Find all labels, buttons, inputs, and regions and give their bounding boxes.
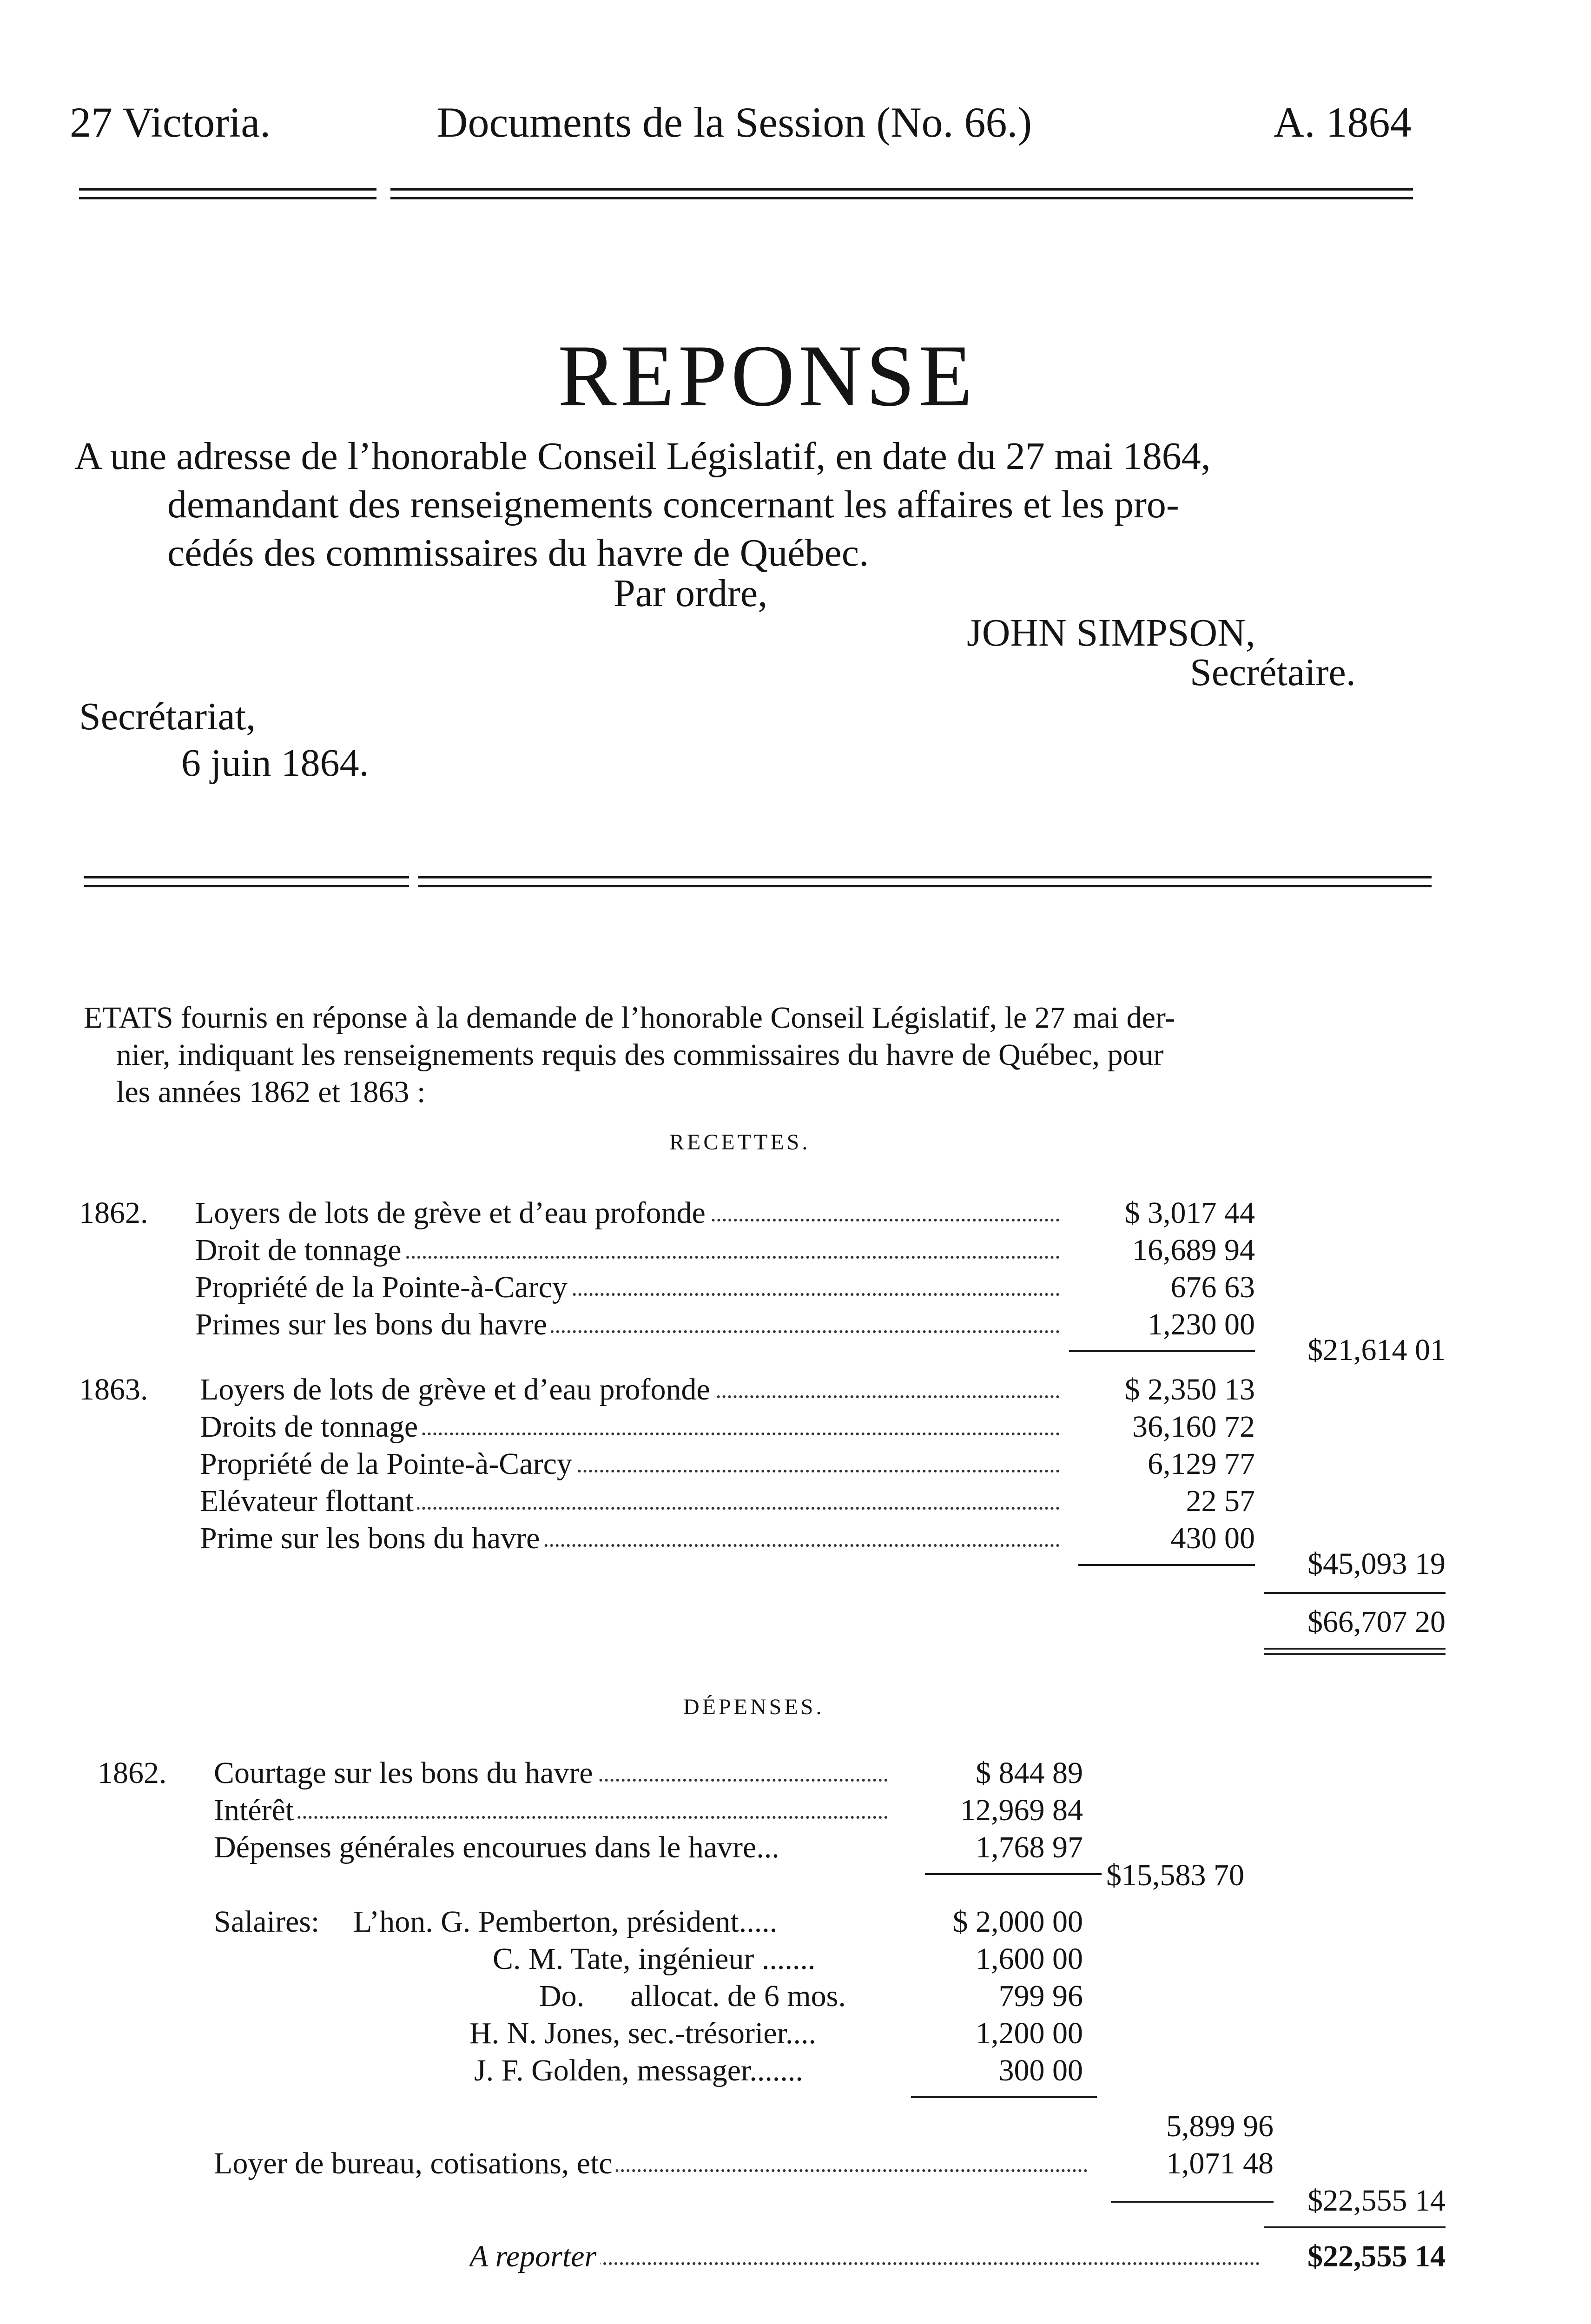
leader-dots bbox=[214, 1816, 888, 1819]
table-row bbox=[0, 1446, 1591, 1483]
row-amount: $ 2,350 13 bbox=[1124, 1373, 1255, 1406]
salaires-label: Salaires: bbox=[214, 1905, 320, 1939]
table-row bbox=[0, 1371, 1591, 1408]
subtotal-rule bbox=[911, 2096, 1097, 2098]
depenses-subtotal-1: $15,583 70 bbox=[1106, 1858, 1244, 1892]
salary-label: L’hon. G. Pemberton, président..... bbox=[353, 1905, 778, 1939]
place-line: Secrétariat, bbox=[79, 695, 256, 738]
row-amount: 430 00 bbox=[1170, 1521, 1255, 1555]
depenses-year-1862: 1862. bbox=[98, 1756, 167, 1790]
subtotal-rule bbox=[925, 1873, 1102, 1875]
etats-line-3: les années 1862 et 1863 : bbox=[116, 1075, 426, 1109]
recettes-1863-total: $45,093 19 bbox=[1307, 1547, 1446, 1581]
row-label: Elévateur flottant bbox=[200, 1484, 417, 1518]
table-row bbox=[0, 1483, 1591, 1520]
subtotal-rule bbox=[1078, 1564, 1255, 1566]
salaires-total: 5,899 96 bbox=[1166, 2109, 1274, 2143]
recettes-year-1863: 1863. bbox=[79, 1373, 148, 1406]
grand-total-double-rule bbox=[1264, 1648, 1446, 1655]
page-title: REPONSE bbox=[558, 327, 977, 425]
row-amount: 36,160 72 bbox=[1132, 1410, 1255, 1444]
header-left: 27 Victoria. bbox=[70, 99, 271, 146]
signatory-name: JOHN SIMPSON, bbox=[967, 611, 1255, 654]
grand-total-rule bbox=[1264, 1592, 1446, 1594]
table-row bbox=[0, 1408, 1591, 1446]
total-rule bbox=[1264, 2226, 1446, 2228]
row-amount: 16,689 94 bbox=[1132, 1233, 1255, 1267]
table-row bbox=[0, 2238, 1591, 2275]
row-label: Loyers de lots de grève et d’eau profonde bbox=[195, 1196, 709, 1230]
row-label: Dépenses générales encourues dans le havre... bbox=[214, 1830, 783, 1864]
row-label: Droits de tonnage bbox=[200, 1410, 422, 1444]
header-rule-right bbox=[390, 188, 1413, 199]
salary-label: C. M. Tate, ingénieur ....... bbox=[493, 1942, 816, 1976]
recettes-heading: RECETTES. bbox=[669, 1130, 811, 1155]
table-row bbox=[0, 1755, 1591, 1792]
salary-amount: 799 96 bbox=[998, 1979, 1083, 2013]
header-right: A. 1864 bbox=[1274, 99, 1412, 146]
row-amount: $ 3,017 44 bbox=[1124, 1196, 1255, 1230]
salary-amount: $ 2,000 00 bbox=[952, 1905, 1083, 1939]
reporter-label: A reporter bbox=[469, 2239, 600, 2273]
depenses-total: $22,555 14 bbox=[1307, 2184, 1446, 2218]
reporter-amount: $22,555 14 bbox=[1307, 2239, 1446, 2273]
etats-line-2: nier, indiquant les renseignements requis des commissaires du havre de Québec, pour bbox=[116, 1038, 1164, 1072]
intro-line-1: A une adresse de l’honorable Conseil Législatif, en date du 27 mai 1864, bbox=[74, 435, 1211, 478]
depenses-heading: DÉPENSES. bbox=[683, 1695, 825, 1719]
row-label: Propriété de la Pointe-à-Carcy bbox=[195, 1270, 571, 1304]
table-row bbox=[0, 1829, 1591, 1866]
recettes-year-1862: 1862. bbox=[79, 1196, 148, 1230]
subtotal-rule bbox=[1111, 2201, 1274, 2203]
row-amount: 1,230 00 bbox=[1148, 1307, 1255, 1341]
salary-label: Do. allocat. de 6 mos. bbox=[539, 1979, 846, 2013]
recettes-1862-total: $21,614 01 bbox=[1307, 1333, 1446, 1367]
salary-amount: 300 00 bbox=[998, 2053, 1083, 2087]
row-label: Droit de tonnage bbox=[195, 1233, 405, 1267]
section-rule-right bbox=[418, 876, 1432, 887]
signatory-role: Secrétaire. bbox=[1190, 651, 1356, 694]
salary-label: H. N. Jones, sec.-trésorier.... bbox=[469, 2016, 816, 2050]
salary-amount: 1,200 00 bbox=[976, 2016, 1083, 2050]
par-ordre: Par ordre, bbox=[614, 572, 768, 615]
row-amount: 22 57 bbox=[1186, 1484, 1255, 1518]
table-row bbox=[0, 2145, 1591, 2182]
header-rule-left bbox=[79, 188, 376, 199]
table-row bbox=[0, 1269, 1591, 1306]
date-line: 6 juin 1864. bbox=[181, 741, 369, 785]
subtotal-rule bbox=[1069, 1350, 1255, 1352]
row-amount: 6,129 77 bbox=[1148, 1447, 1255, 1481]
loyer-label: Loyer de bureau, cotisations, etc bbox=[214, 2146, 616, 2180]
section-rule-left bbox=[84, 876, 409, 887]
row-label: Propriété de la Pointe-à-Carcy bbox=[200, 1447, 576, 1481]
row-label: Loyers de lots de grève et d’eau profonde bbox=[200, 1373, 714, 1406]
recettes-grand-total: $66,707 20 bbox=[1307, 1605, 1446, 1639]
row-amount: $ 844 89 bbox=[976, 1756, 1083, 1790]
row-label: Prime sur les bons du havre bbox=[200, 1521, 543, 1555]
table-row bbox=[0, 1195, 1591, 1232]
row-label: Intérêt bbox=[214, 1793, 297, 1827]
row-label: Primes sur les bons du havre bbox=[195, 1307, 551, 1341]
intro-line-2: demandant des renseignements concernant les affaires et les pro- bbox=[167, 483, 1179, 526]
salary-label: J. F. Golden, messager....... bbox=[474, 2053, 803, 2087]
salary-amount: 1,600 00 bbox=[976, 1942, 1083, 1976]
header-center: Documents de la Session (No. 66.) bbox=[437, 99, 1032, 146]
row-amount: 676 63 bbox=[1170, 1270, 1255, 1304]
loyer-amount: 1,071 48 bbox=[1166, 2146, 1274, 2180]
intro-line-3: cédés des commissaires du havre de Québec. bbox=[167, 531, 869, 574]
etats-line-1: ETATS fournis en réponse à la demande de l’honorable Conseil Législatif, le 27 mai der- bbox=[84, 1001, 1175, 1035]
table-row bbox=[0, 1792, 1591, 1829]
row-label: Courtage sur les bons du havre bbox=[214, 1756, 597, 1790]
row-amount: 12,969 84 bbox=[960, 1793, 1083, 1827]
table-row bbox=[0, 1232, 1591, 1269]
row-amount: 1,768 97 bbox=[976, 1830, 1083, 1864]
